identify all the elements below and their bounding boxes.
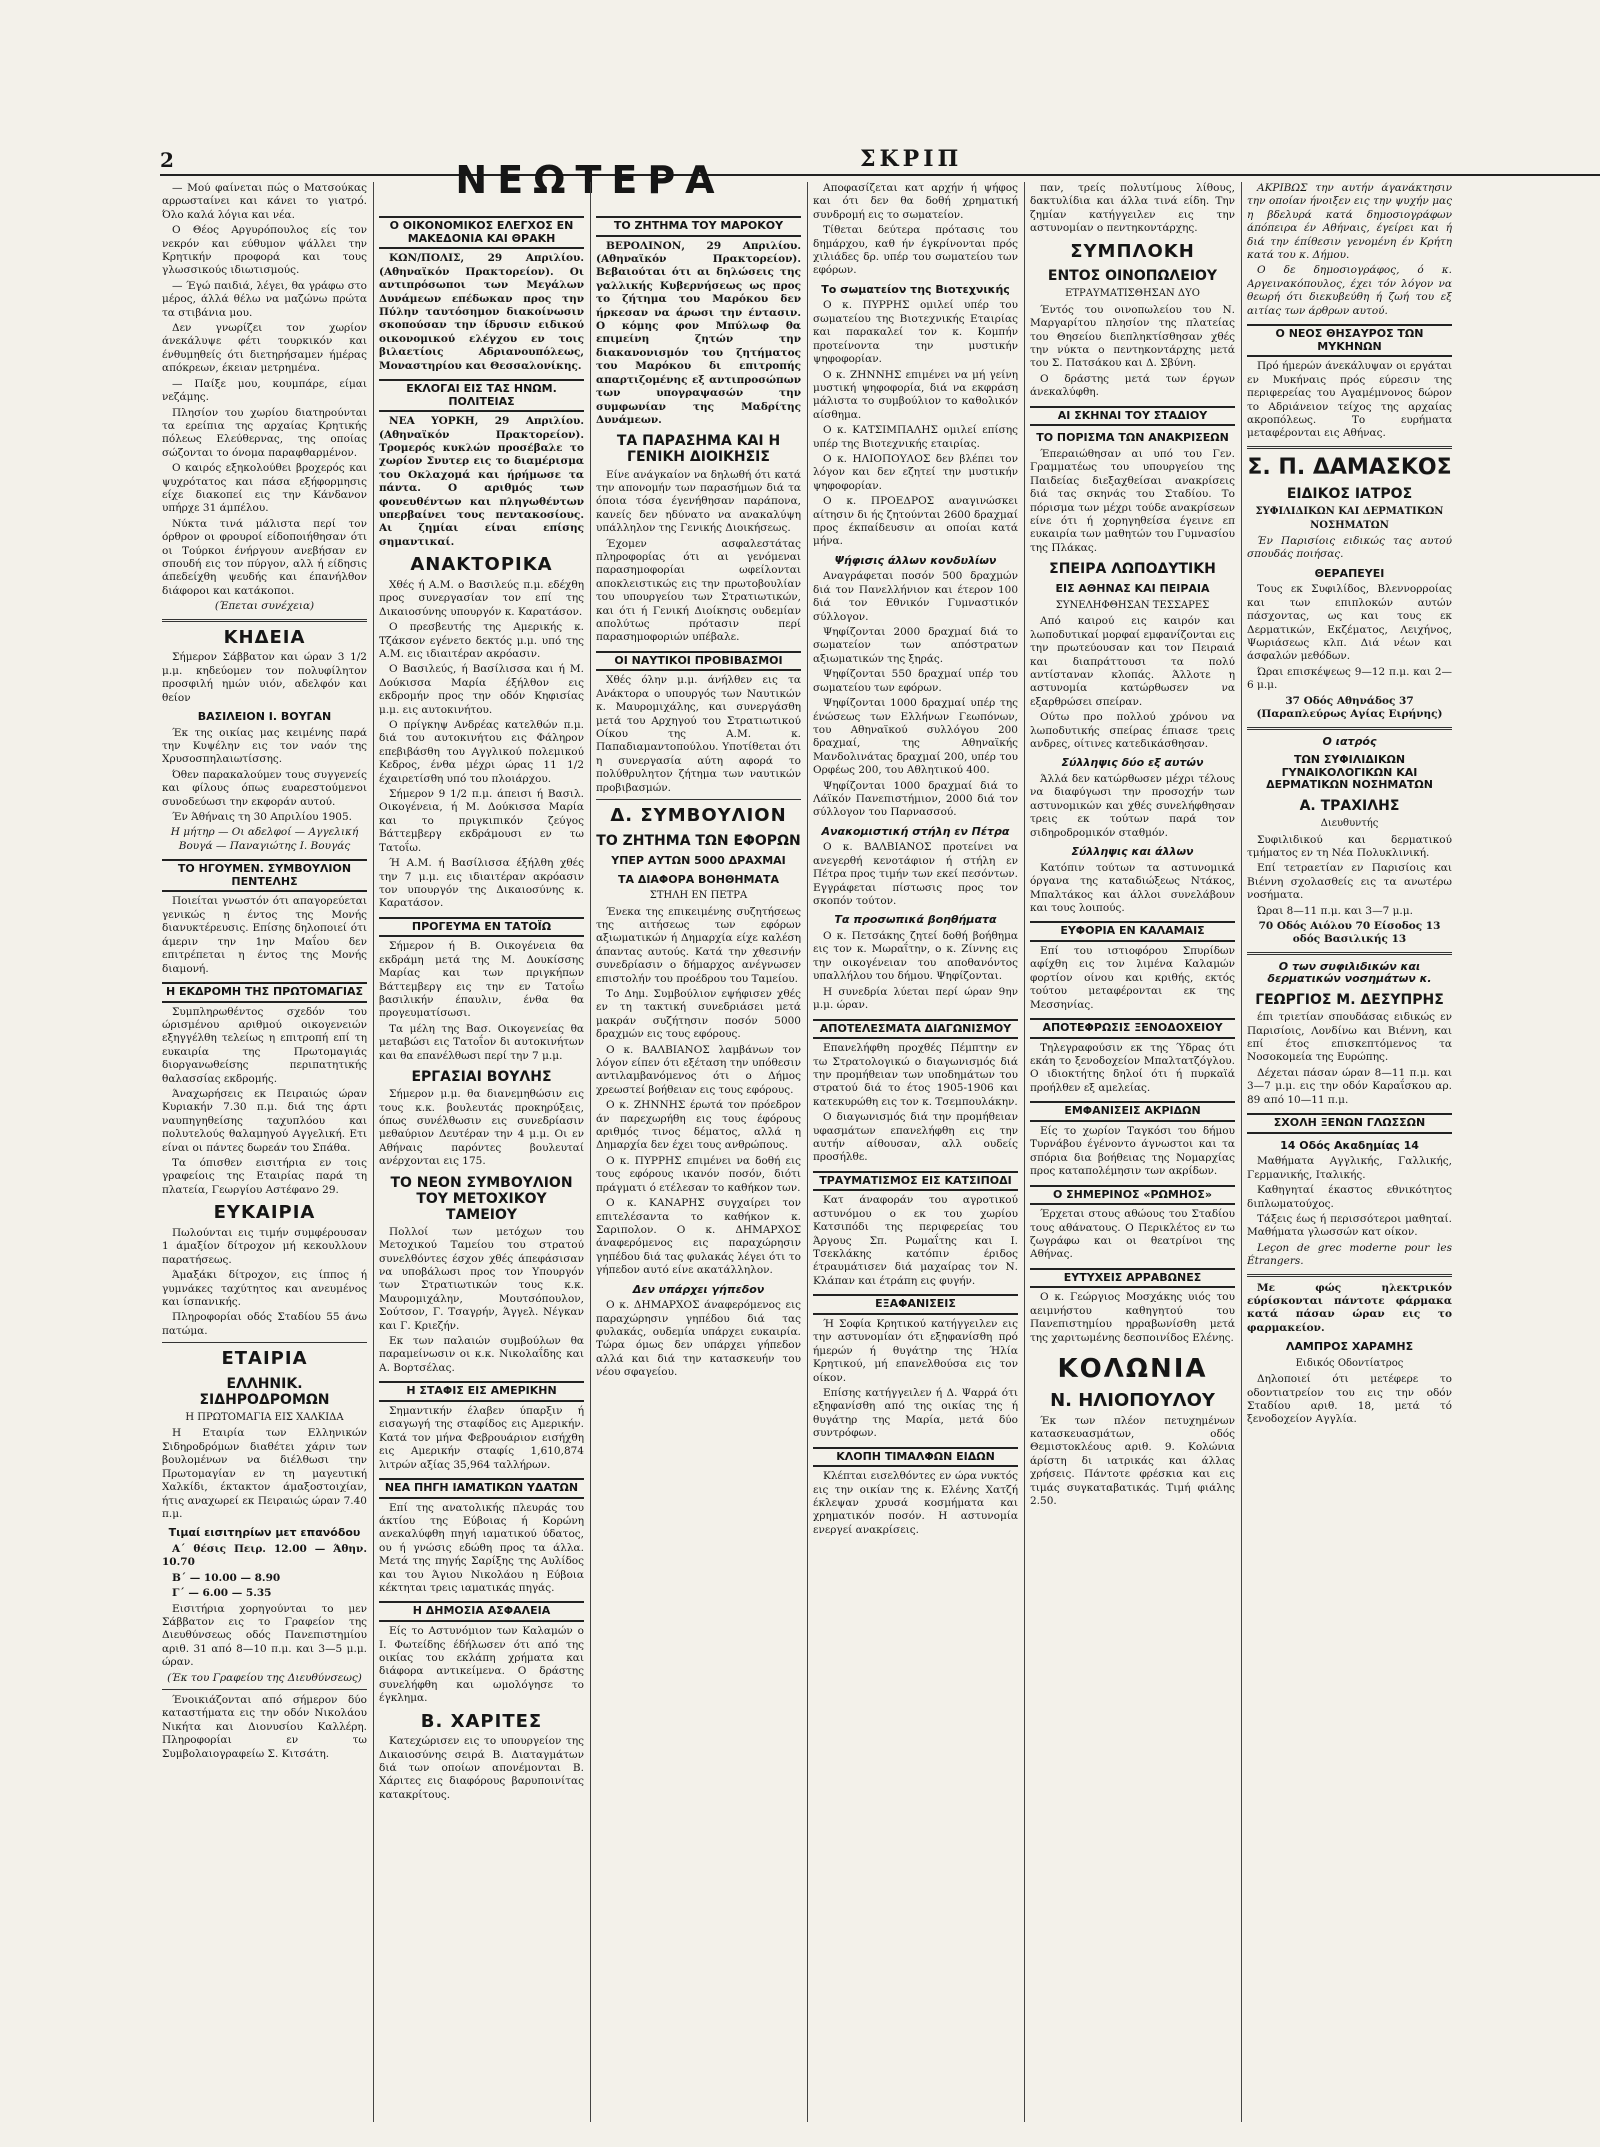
article-paragraph: Όθεν παρακαλούμεν τους συγγενείς και φίλους όπως ευαρεστούμενοι συνοδεύωσι την εκφοράν αυτού.	[162, 768, 367, 808]
paper-title: ΣΚΡΙΠ	[860, 146, 963, 172]
article-paragraph: Ο κ. ΖΗΝΝΗΣ έρωτά τον πρόεδρον άν παρεχωρήθη εις τους έφόρους αριθμός τινος δέματος, αλλά η Δημαρχία δεν έχει τους ανθρώπους.	[596, 1099, 801, 1152]
article-paragraph: Άμαξάκι δίτροχον, εις ίππος ή γυμνάκες ταχύτητος και ανευμένος και ίσπανικής.	[162, 1269, 367, 1308]
article-paragraph: Έκ της οικίας μας κειμένης παρά την Κυψέλην εις τον ναόν της Χρυσοσπηλαιωτίσσης.	[162, 726, 367, 766]
article-paragraph: Κατεχώρισεν εις το υπουργείον της Δικαιοσύνης σειρά Β. Διαταγμάτων διά των οποίων απονέμονται Β. Χάριτες εις διαφόρους βαρυποινίτας κατακρίτους.	[379, 1735, 584, 1801]
deceased-name: ΒΑΣΙΛΕΙΟΝ Ι. ΒΟΥΓΑΝ	[197, 709, 332, 723]
section-heading: ΕΜΦΑΝΙΣΕΙΣ ΑΚΡΙΔΩΝ	[1030, 1101, 1235, 1122]
column-rule	[807, 182, 808, 2122]
section-rule	[1247, 952, 1452, 955]
section-rule	[162, 1689, 367, 1690]
section-subheading: Δεν υπάρχει γήπεδον	[632, 1282, 765, 1296]
section-subheading: ΤΟ ΖΗΤΗΜΑ ΤΩΝ ΕΦΟΡΩΝ	[596, 832, 801, 849]
article-paragraph: Ο κ. ΠΡΟΕΔΡΟΣ αναγινώσκει αίτησιν δι ής ζητούνται 2600 δραχμαί προς έκπαίδευσιν αι οποίαι κατά μήνα.	[813, 495, 1018, 548]
section-heading: Η ΔΗΜΟΣΙΑ ΑΣΦΑΛΕΙΑ	[379, 1601, 584, 1622]
article-paragraph: Νύκτα τινά μάλιστα περί τον όρθρον οι φρουροί είδοποιήθησαν ότι οι Τούρκοι ένήργουν ανεβήσαν εν σπουδή εις τον πύργον, αλλ ή είδησις άπεδείχθη ψευδής και έπανήλθον διάφοροι και κατάκοποι.	[162, 517, 367, 597]
doctor-name: Α. ΤΡΑΧΙΛΗΣ	[1299, 798, 1400, 815]
dentist-name: ΛΑΜΠΡΟΣ ΧΑΡΑΜΗΣ	[1285, 1340, 1414, 1354]
section-heading: ΟΙ ΝΑΥΤΙΚΟΙ ΠΡΟΒΙΒΑΣΜΟΙ	[596, 651, 801, 672]
article-paragraph: Είς το Αστυνόμιον των Καλαμών ο Ι. Φωτείδης έδήλωσεν ότι από της οικίας του εκλάπη χρήματα και διάφορα αντικείμενα. Ο δράστης συνελήφθη και ωμολόγησε το έγκλημα.	[379, 1625, 584, 1705]
article-paragraph: Εισιτήρια χορηγούνται το μεν Σάββατον εις το Γραφείον της Διευθύνσεως οδός Πανεπιστημίου αριθ. 31 από 8—10 π.μ. και 3—5 μ.μ. ώραν.	[162, 1602, 367, 1669]
article-paragraph: Έχομεν ασφαλεστάτας πληροφορίας ότι αι γενόμεναι παρασημοφορίαι ωφείλονται αποκλειστικώς εις την πρωτοβουλίαν του υπουργείου των Στρατιωτικών, και ότι ή Γενική Διοίκησις ουδεμίαν απολύτως πρότασιν περί παρασημοφοριών υπέβαλε.	[596, 537, 801, 644]
section-heading: ΚΛΟΠΗ ΤΙΜΑΛΦΩΝ ΕΙΔΩΝ	[813, 1447, 1018, 1468]
article-paragraph: Έρχεται στους αθώους του Σταδίου τους αθάνατους. Ο Περικλέτος εν τω ζωγράφω και οι θεατρίνοι της Αθήνας.	[1030, 1208, 1235, 1261]
section-heading: ΑΝΑΚΤΟΡΙΚΑ	[410, 554, 553, 576]
section-heading: ΕΥΤΥΧΕΙΣ ΑΡΡΑΒΩΝΕΣ	[1030, 1268, 1235, 1289]
section-heading: ΣΧΟΛΗ ΞΕΝΩΝ ΓΛΩΣΣΩΝ	[1247, 1113, 1452, 1134]
fare-row: Β΄ — 10.00 — 8.90	[172, 1571, 281, 1584]
article-paragraph: Ο πρεσβευτής της Αμερικής κ. Τζάκσον εγένετο δεκτός μ.μ. υπό της Α.Μ. εις ιδιαιτέραν ακρόασιν.	[379, 621, 584, 660]
article-paragraph: παν, τρείς πολυτίμους λίθους, δακτυλίδια και άλλα τινά είδη. Την ζημίαν κατήγγειλεν εις την αστυνομίαν ο πεντηκοντάρχης.	[1030, 182, 1235, 235]
article-paragraph: Πολλοί των μετόχων του Μετοχικού Ταμείου του στρατού συνελθόντες έσχον χθές άπεφάσισαν να υποβάλωσι προς τον Υπουργόν των Στρατιωτικών τους κ.κ. Μαυρομιχάλην, Μουτσόπουλον, Σούτσον, Γ. Τσαγρήν, Άγγελ. Νέγκαν και Γ. Κριεζήν.	[379, 1225, 584, 1332]
doctor-specialty: ΤΩΝ ΣΥΦΙΛΙΔΙΚΩΝ ΓΥΝΑΙΚΟΛΟΓΙΚΩΝ ΚΑΙ ΔΕΡΜΑΤΙΚΩΝ ΝΟΣΗΜΑΤΩΝ	[1266, 753, 1433, 792]
article-paragraph: Έντός του οινοπωλείου του Ν. Μαργαρίτου πλησίον της πλατείας του Θησείου διεπληκτίσθησαν χθές την νύκτα ο πεντηκοντάρχης μετά του Σ. Πατσάκου και Δ. Σβύνη.	[1030, 303, 1235, 370]
article-paragraph: Επί του ιστιοφόρου Σπυρίδων αφίχθη εις τον λιμένα Καλαμών φορτίον οίνου και κριθής, εκτός τούτου μεταφέρονται εκ της Μεσσηνίας.	[1030, 944, 1235, 1011]
article-paragraph: Συμπληρωθέντος σχεδόν του ώρισμένου αριθμού οικογενειών εξηγγέλθη τελείως η επιτροπή επί τη ευκαιρία της Πρωτομαγιάς διοργανωθείσης περιπατητικής θαλασσίας εκδρομής.	[162, 1005, 367, 1085]
doctor-title: Διευθυντής	[1320, 818, 1379, 830]
section-heading: Δ. ΣΥΜΒΟΥΛΙΟΝ	[610, 805, 787, 827]
article-paragraph: Ο κ. ΠΥΡΡΗΣ ομιλεί υπέρ του σωματείου της Βιοτεχνικής Εταιρίας και παρακαλεί τον κ. Κομπήν προτείνοντα την μυστικήν ψηφοφορίαν.	[813, 299, 1018, 366]
article-paragraph: ΑΚΡΙΒΩΣ την αυτήν άγανάκτησιν την οποίαν ήνοιξεν εις την ψυχήν μας η βδελυρά κατά δημοσιογράφων άπόπειρα έν Αθήναις, έγείρει και ή διά την έπίθεσιν γενομένη έν Κρήτη κατά του κ. Δήμου.	[1247, 182, 1452, 262]
etairia-caption: Η ΠΡΩΤΟΜΑΓΙΑ ΕΙΣ ΧΑΛΚΙΔΑ	[185, 1412, 344, 1424]
column-rule	[590, 182, 591, 2122]
article-paragraph: Ώραι 8—11 π.μ. και 3—7 μ.μ.	[1257, 904, 1413, 917]
notice-source: (Έκ του Γραφείου της Διευθύνσεως)	[167, 1671, 362, 1684]
article-paragraph: Ποιείται γνωστόν ότι απαγορεύεται γενικώς η έντος της Μονής διανυκτέρευσις. Επίσης δηλοποιεί ότι άμεριν την 1ην Μαΐου δεν επιτρέπεται η έντος της Μονής διαμονή.	[162, 895, 367, 975]
article-paragraph: Το Δημ. Συμβούλιον εψήφισεν χθές εν τη τακτική συνεδριάσει μετά μακράν συζήτησιν ποσόν 5000 δραχμών εις τους εφόρους.	[596, 988, 801, 1041]
section-rule	[1247, 446, 1452, 449]
article-paragraph: Ο διαγωνισμός διά την προμήθειαν υφασμάτων επανελήφθη εις την αυτήν αίθουσαν, αλλ ουδείς προσήλθε.	[813, 1111, 1018, 1164]
section-heading: ΕΡΓΑΣΙΑΙ ΒΟΥΛΗΣ	[411, 1069, 552, 1086]
article-paragraph: Ο καιρός εξηκολούθει βροχερός και ψυχρότατος και πάσα εξήφορμησις είχε διακοπεί εις την Κάνδανον υπήρχε 31 άμπέλου.	[162, 462, 367, 515]
article-paragraph: Άλλά δεν κατώρθωσεν μέχρι τέλους να διαφύγωσι την προσοχήν των αστυνομικών και χθές συνελήφθησαν τρεις εκ τούτων παρά τον σιδηροδρομικόν σταθμόν.	[1030, 773, 1235, 839]
article-paragraph: Τα όπισθεν εισιτήρια εν τοις γραφείοις της Εταιρίας παρά τη πλατεία, Γεωργίου Αστέφανο 29.	[162, 1157, 367, 1196]
article-paragraph: Εκ των παλαιών συμβούλων θα παραμείνωσιν οι κ.κ. Νικολαΐδης και Α. Βορτσέλας.	[379, 1335, 584, 1374]
section-caption: ΕΤΡΑΥΜΑΤΙΣΘΗΣΑΝ ΔΥΟ	[1065, 288, 1200, 300]
section-caption: ΣΥΝΕΛΗΦΘΗΣΑΝ ΤΕΣΣΑΡΕΣ	[1055, 599, 1210, 611]
section-subheading: ΤΟ ΠΟΡΙΣΜΑ ΤΩΝ ΑΝΑΚΡΙΣΕΩΝ	[1036, 431, 1229, 445]
article-paragraph: Ψηφίζονται 550 δραχμαί υπέρ του σωματείου των εφόρων.	[813, 668, 1018, 694]
article-paragraph: Επανελήφθη προχθές Πέμπτην εν τω Στρατολογικώ ο διαγωνισμός διά την προμήθειαν των υποδημάτων του στρατού διά το έτος 1905-1906 και κατεκυρώθη εις τον κ. Τσεμπουλάκην.	[813, 1042, 1018, 1108]
doctor-address: 70 Οδός Αιόλου 70 Είσοδος 13 οδός Βασιλικής 13	[1258, 920, 1441, 946]
section-subheading: Το σωματείον της Βιοτεχνικής	[821, 282, 1010, 296]
article-paragraph: Ή Α.Μ. ή Βασίλισσα έξήλθη χθές την 7 μ.μ. εις ιδιαιτέραν ακρόασιν τον υπουργόν της Δικαιοσύνης κ. Καρατάσον.	[379, 857, 584, 910]
article-paragraph: Καθηγηταί έκαστος εθνικότητος διπλωματούχος.	[1247, 1184, 1452, 1210]
article-paragraph: Leçon de grec moderne pour les Étrangers.	[1247, 1241, 1452, 1268]
article-paragraph: Ο κ. ΗΛΙΟΠΟΥΛΟΣ δεν βλέπει τον λόγον και δεν εζητεί την μυστικήν ψηφοφορίαν.	[813, 452, 1018, 492]
article-paragraph: — Μού φαίνεται πώς ο Ματσούκας αρρωσταίνει και κάνει το γιατρό. Όλο καλά λόγια και νέα.	[162, 182, 367, 221]
section-heading: ΕΥΚΑΙΡΙΑ	[213, 1202, 316, 1224]
article-paragraph: Μαθήματα Αγγλικής, Γαλλικής, Γερμανικής, Ιταλικής.	[1247, 1155, 1452, 1181]
article-paragraph: Αποφασίζεται κατ αρχήν ή ψήφος και ότι δεν θα δοθή χρηματική συνδρομή εις το σωματείον.	[813, 182, 1018, 221]
column-6	[1247, 182, 1452, 2122]
section-heading: ΤΟ ΝΕΟΝ ΣΥΜΒΟΥΛΙΟΝ ΤΟΥ ΜΕΤΟΧΙΚΟΥ ΤΑΜΕΙΟΥ	[390, 1174, 573, 1223]
doctor-specialty: ΣΥΦΙΛΙΔΙΚΩΝ ΚΑΙ ΔΕΡΜΑΤΙΚΩΝ ΝΟΣΗΜΑΤΩΝ	[1255, 506, 1444, 531]
article-paragraph: Κατ άναφοράν του αγροτικού αστυνόμου ο εκ του χωρίου Κατσιπόδι της περιφερείας του Άργους Σπ. Ρωμαΐτης και Ι. Τσεκλάκης κατόπιν έριδος έτραυμάτισεν διά μαχαίρας τον Ν. Κλάπαν και έτράπη εις φυγήν.	[813, 1194, 1018, 1287]
article-paragraph: Τίθεται δεύτερα πρότασις του δημάρχου, καθ ήν έγκρίνονται πρός χιλιάδες δρ. υπέρ του σωματείου των εφόρων.	[813, 224, 1018, 277]
article-paragraph: Πλησίον του χωρίου διατηρούνται τα ερείπια της αρχαίας Κρητικής πόλεως Ελεύθερνας, της οποίας σώζονται το όνομα παραφθαρμένον.	[162, 406, 367, 459]
article-paragraph: Σήμερον Σάββατον και ώραν 3 1/2 μ.μ. κηδεύομεν τον πολυφίλητον προσφιλή ημών υιόν, αδελφόν και θείον	[162, 651, 367, 704]
article-paragraph: Ψηφίζονται 1000 δραχμαί διά το Λάϊκόν Πανεπιστήμιον, 2000 διά τον σύλλογον του Παρνασσού.	[813, 779, 1018, 819]
article-paragraph: Ο πρίγκηψ Ανδρέας κατελθών π.μ. διά του αυτοκινήτου εις Φάληρον επεβιβάσθη του Αγγλικού πολεμικού Κεδρος, ένθα μέχρι ώρας 11 1/2 έχαιρετίσθη υπό του πλοιάρχου.	[379, 719, 584, 785]
section-heading: ΤΡΑΥΜΑΤΙΣΜΟΣ ΕΙΣ ΚΑΤΣΙΠΟΔΙ	[813, 1171, 1018, 1192]
section-subheading: ΤΑ ΔΙΑΦΟΡΑ ΒΟΗΘΗΜΑΤΑ	[617, 872, 780, 886]
article-paragraph: Ένεκα της επικειμένης συζητήσεως της αιτήσεως των εφόρων αξιωματικών ή Δημαρχία είχε καλέση άπαντας αυτούς. Κατά την χθεσινήν συνεδρίασιν ο δήμαρχος ανέγνωσεν επιστολήν του προέδρου του Ταμείου.	[596, 905, 801, 985]
article-paragraph: — Έγώ παιδιά, λέγει, θα γράφω στο μέρος, άλλά θέλω να μαζώνω πρώτα τα στιβάνια μου.	[162, 279, 367, 319]
article-paragraph: Επίσης κατήγγειλεν ή Δ. Ψαρρά ότι εξηφανίσθη από της οικίας της ή θυγάτηρ της Μαρία, μετά δύο συντρόφων.	[813, 1386, 1018, 1440]
section-heading: ΑΙ ΣΚΗΝΑΙ ΤΟΥ ΣΤΑΔΙΟΥ	[1030, 406, 1235, 427]
doctor-name: Σ. Π. ΔΑΜΑΣΚΟΣ	[1247, 454, 1452, 480]
doctor-address: 37 Οδός Αθηνάδος 37 (Παραπλεύρως Αγίας Ειρήνης)	[1256, 694, 1443, 721]
article-paragraph: Είς το χωρίον Ταγκόσι του δήμου Τυρνάβου έγένοντο άγνωστοι και τα σπόρια δια βοήθειας της Νομαρχίας προς καταπολέμησιν των ακρίδων.	[1030, 1124, 1235, 1178]
section-subheading: Τα προσωπικά βοηθήματα	[834, 913, 997, 927]
section-heading: ΑΠΟΤΕΛΕΣΜΑΤΑ ΔΙΑΓΩΝΙΣΜΟΥ	[813, 1019, 1018, 1040]
article-paragraph: Ώραι επισκέψεως 9—12 π.μ. και 2—6 μ.μ.	[1247, 665, 1452, 692]
notice-signatories: Η μήτηρ — Οι αδελφοί — Αγγελική Βουγά — Παναγιώτης Ι. Βουγάς	[170, 826, 359, 852]
article-paragraph: Η συνεδρία λύεται περί ώραν 9ην μ.μ. ώραν.	[813, 985, 1018, 1012]
kideia-heading: ΚΗΔΕΙΑ	[223, 626, 306, 648]
section-rule	[162, 1342, 367, 1343]
article-paragraph: Σήμερον 9 1/2 π.μ. άπεισι ή Βασιλ. Οικογένεια, ή Μ. Δούκισσα Μαρία και το πριγκιπικόν ζεύγος Βάττεμβεργ εκδράμουσι εν τω Τατοΐω.	[379, 788, 584, 854]
section-subheading: ΘΕΡΑΠΕΥΕΙ	[1314, 566, 1385, 580]
article-paragraph: Ο Βασιλεύς, ή Βασίλισσα και ή Μ. Δούκισσα Μαρία έξήλθον εις εκδρομήν προς την οδόν Κηφισίας μ.μ. εις αυτοκινήτου.	[379, 663, 584, 716]
section-heading: ΕΞΑΦΑΝΙΣΕΙΣ	[813, 1294, 1018, 1315]
article-paragraph: Ο δράστης μετά των έργων άνεκαλύφθη.	[1030, 372, 1235, 399]
section-subheading: Σύλληψις και άλλων	[1071, 845, 1194, 859]
article-paragraph: Τάξεις έως ή περισσότεροι μαθηταί. Μαθήματα γλωσσών κατ οίκον.	[1247, 1212, 1452, 1239]
article-paragraph: Πωλούνται εις τιμήν συμφέρουσαν 1 άμαξίον δίτροχον μή κεκουλλουν παρατήσεως.	[162, 1226, 367, 1266]
article-paragraph: Δέχεται πάσαν ώραν 8—11 π.μ. και 3—7 μ.μ. εις την οδόν Καραΐσκου αρ. 89 από 10—11 π.μ.	[1247, 1066, 1452, 1106]
section-heading: Η ΣΤΑΦΙΣ ΕΙΣ ΑΜΕΡΙΚΗΝ	[379, 1381, 584, 1402]
section-rule	[596, 799, 801, 800]
article-paragraph: Έπεραιώθησαν αι υπό του Γεν. Γραμματέως του υπουργείου της Παιδείας διεξαχθείσαι ανακρίσεις διά τας σκηνάς του Σταδίου. Το πόρισμα των μέχρι τούδε ανακρίσεων είνε ότι ή χορηγηθείσα έγεινε επ ευκαιρία των μαθητών του Γυμνασίου της Πλάκας.	[1030, 447, 1235, 554]
continued-note: (Έπεται συνέχεια)	[214, 600, 315, 613]
page-number: 2	[160, 148, 174, 172]
article-paragraph: Δεν γνωρίζει τον χωρίον άνεκάλυψε φέτι τουρκικόν και ένθυμηθείς ότι διετηρήσαμεν ήμέρας απόκρεων, έκειαν μετρημένα.	[162, 322, 367, 375]
school-address: 14 Οδός Ακαδημίας 14	[1280, 1138, 1419, 1152]
article-paragraph: Ένοικιάζονται από σήμερον δύο καταστήματα εις την οδόν Νικολάου Νικήτα και Διονυσίου Καλλέρη. Πληροφορίαι εν τω Συμβολαιογραφείω Σ. Κιτσάτη.	[162, 1694, 367, 1760]
article-paragraph: Χθές ή Α.Μ. ο Βασιλεύς π.μ. εδέχθη προς συνεργασίαν τον επί της Δικαιοσύνης υπουργόν κ. Καρατάσον.	[379, 578, 584, 618]
article-paragraph: Ο κ. ΚΑΝΑΡΗΣ συγχαίρει τον επιτελέσαντα το καθήκον κ. Σαριπολον. Ο κ. ΔΗΜΑΡΧΟΣ άναφερόμενος εις παραχώρησιν γηπέδου διά τας φυλακάς λέγει ότι το γήπεδον αυτό είνε ακατάλληλον.	[596, 1197, 801, 1277]
article-paragraph: Η Εταιρία των Ελληνικών Σιδηροδρόμων διαθέτει χάριν των βουλομένων να διέλθωσι την Πρωτομαγίαν εν τη μαγευτική Χαλκίδι, έκτακτον άμαξοστοιχίαν, ήτις αναχωρεί εκ Πειραιώς ώραν 7.40 π.μ.	[162, 1427, 367, 1520]
section-subheading: ΥΠΕΡ ΑΥΤΩΝ 5000 ΔΡΑΧΜΑΙ	[611, 853, 786, 867]
article-paragraph: Σήμερον μ.μ. θα διανεμηθώσιν εις τους κ.κ. βουλευτάς προκηρύξεις, όπως συνέλθωσιν εις συνεδρίασιν μεθαύριον Δευτέραν την 4 μ.μ. Οι εν Αθήναις παρόντες βουλευταί ανέρχονται εις 175.	[379, 1088, 584, 1168]
column-rule	[1024, 182, 1025, 2122]
article-paragraph: Ο δε δημοσιογράφος, ό κ. Αργεινακόπουλος, έχει τόν λόγον να θεωρή ότι διεκυβεύθη ή ζωή του εξ αιτίας των άρθρων αυτού.	[1247, 264, 1452, 317]
section-heading: ΤΑ ΠΑΡΑΣΗΜΑ ΚΑΙ Η ΓΕΝΙΚΗ ΔΙΟΙΚΗΣΙΣ	[616, 433, 781, 466]
section-heading: ΑΠΟΤΕΦΡΩΣΙΣ ΞΕΝΟΔΟΧΕΙΟΥ	[1030, 1018, 1235, 1039]
column-2	[379, 210, 584, 2122]
kolonia-ad-heading: ΚΟΛΩΝΙΑ	[1057, 1354, 1208, 1385]
fare-row: Α΄ θέσις Πειρ. 12.00 — Άθην. 10.70	[162, 1542, 367, 1569]
section-caption: ΣΤΗΛΗ ΕΝ ΠΕΤΡΑ	[649, 890, 748, 902]
section-heading: ΣΥΜΠΛΟΚΗ	[1070, 240, 1195, 262]
neotera-banner: ΝΕΩΤΕΡΑ	[455, 158, 725, 202]
section-heading: ΕΚΛΟΓΑΙ ΕΙΣ ΤΑΣ ΗΝΩΜ. ΠΟΛΙΤΕΙΑΣ	[379, 379, 584, 412]
article-paragraph: Ο κ. ΖΗΝΝΗΣ επιμένει να μή γείνη μυστική ψηφοφορία, διά να εκφράση μάλιστα το συμβούλιον το καθολικόν αίσθημα.	[813, 368, 1018, 421]
article-paragraph: Αναγράφεται ποσόν 500 δραχμών διά τον Πανελλήνιον και έτερον 100 διά τον Εθνικόν Γυμναστικόν σύλλογον.	[813, 570, 1018, 623]
dentist-title: Ειδικός Οδοντίατρος	[1295, 1357, 1404, 1369]
column-5	[1030, 182, 1235, 2122]
article-paragraph: ΒΕΡΟΛΙΝΟΝ, 29 Απριλίου. (Αθηναϊκόν Πρακτορείον). Βεβαιούται ότι αι δηλώσεις της γαλλικής Κυβερνήσεως ως προς το ζήτημα του Μαρόκου δεν ήρκεσαν να άρωσι την έντασιν. Ο κόμης φον Μπύλωφ θα επιμείνη ζητών την διακανονισμόν του ζητήματος του Μαρόκου δι επιτροπής απαρτιζομένης εξ αντιπροσώπων των υπογραψασών την συμφωνίαν της Μαδρίτης Δυνάμεων.	[596, 239, 801, 426]
section-subheading: ΕΝΤΟΣ ΟΙΝΟΠΩΛΕΙΟΥ	[1047, 268, 1218, 285]
section-heading: Η ΕΚΔΡΟΜΗ ΤΗΣ ΠΡΩΤΟΜΑΓΙΑΣ	[162, 982, 367, 1003]
article-paragraph: Ψηφίζονται 1000 δραχμαί υπέρ της ένώσεως των Ελλήνων Γεωπόνων, του Αθηναϊκού συλλόγου 200 δραχμαί, της Αθηναϊκής Μανδολινάτας δραχμαί 200, υπέρ του Ορφέως 200, του Αθλητικού 400.	[813, 697, 1018, 777]
article-paragraph: Με φώς ηλεκτρικόν εύρίσκονται πάντοτε φάρμακα κατά πάσαν ώραν εις το φαρμακείον.	[1247, 1281, 1452, 1334]
article-paragraph: Ο κ. ΠΥΡΡΗΣ επιμένει να δοθή εις τους εφόρους ικανόν ποσόν, διότι πράγματι ό ετέλεσαν το καθήκον των.	[596, 1154, 801, 1194]
article-paragraph: Τους εκ Συφιλίδος, Βλεννορροίας και των επιπλοκών αυτών πάσχοντας, ως και τους εκ Δερματικών, Εκζέματος, Λειχήνος, Ψωριάσεως κλπ. Διά νέων και άσφαλών μεθόδων.	[1247, 583, 1452, 663]
article-paragraph: Έκ των πλέον πετυχημένων κατασκευασμάτων, οδός Θεμιστοκλέους αριθ. 9. Κολώνια άρίστη δι ιατρικάς και άλλας χρήσεις. Πάντοτε φρέσκια και εις τιμάς συγκαταβατικάς. Τιμή φιάλης 2.50.	[1030, 1414, 1235, 1508]
etairia-subheading: ΕΛΛΗΝΙΚ. ΣΙΔΗΡΟΔΡΟΜΩΝ	[199, 1375, 330, 1408]
section-subheading: Ανακομιστική στήλη εν Πέτρα	[821, 824, 1010, 838]
section-rule	[1247, 1274, 1452, 1277]
section-subheading: Σύλληψις δύο εξ αυτών	[1061, 756, 1204, 770]
article-paragraph: Ο κ. Πετσάκης ζητεί δοθή βοήθημα εις τον κ. Μωραΐτην, ο κ. Ζίννης εις την οικογένειαν του αποθανόντος υπαλλήλου του δήμου. Ψηφίζονται.	[813, 930, 1018, 983]
article-paragraph: Επί της ανατολικής πλευράς του άκτίου της Εύβοιας ή Κορώνη ανεκαλύφθη πηγή ιαματικού ύδατος, ου ή γνώσις εδώθη προς τα άλλα. Μετά της πηγής Σαρίξης της Αυλίδος και του Άγιου Νικολάου η Εύβοια κέκτηται τρεις ιαματικάς πηγάς.	[379, 1501, 584, 1595]
section-heading: ΕΥΦΟΡΙΑ ΕΝ ΚΑΛΑΜΑΙΣ	[1030, 921, 1235, 942]
article-paragraph: Από καιρού εις καιρόν και λωποδυτικαί μορφαί εμφανίζονται εις την πρωτεύουσαν και τον Πειραιά και διαπράττουσι τα πολύ αντίσταναν κλοπάς. Άλλοτε η αστυνομία κατώρθωσεν να εξαρθρώσει σπείραν.	[1030, 615, 1235, 708]
article-paragraph: Έν Παρισίοις ειδικώς τας αυτού σπουδάς ποιήσας.	[1247, 534, 1452, 561]
article-paragraph: Τα μέλη της Βασ. Οικογενείας θα μεταβώσι εις Τατοΐον δι αυτοκινήτων και θα επανέλθωσι περί την 7 μ.μ.	[379, 1022, 584, 1062]
section-heading: Β. ΧΑΡΙΤΕΣ	[420, 1710, 543, 1732]
section-rule	[1247, 727, 1452, 730]
doctor-name: ΓΕΩΡΓΙΟΣ Μ. ΔΕΣΥΠΡΗΣ	[1255, 992, 1444, 1009]
article-paragraph: Συφιλιδικού και δερματικού τμήματος εν τη Νέα Πολυκλινική.	[1247, 833, 1452, 859]
column-rule	[1241, 182, 1242, 2122]
article-paragraph: Σημαντικήν έλαβεν ύπαρξιν ή εισαγωγή της σταφίδος εις Αμερικήν. Κατά τον μήνα Φεβρουάριον εισήχθη εις Αμερικήν σταφίς 1,610,874 λιτρών αξίας 35,964 ταλλήρων.	[379, 1404, 584, 1471]
etairia-heading: ΕΤΑΙΡΙΑ	[221, 1348, 308, 1370]
article-paragraph: Δηλοποιεί ότι μετέφερε το οδοντιατρείον του εις την οδόν Σταδίου αριθ. 18, μετά τό ξενοδοχείον Αγγλία.	[1247, 1373, 1452, 1426]
article-paragraph: Κλέπται εισελθόντες εν ώρα νυκτός εις την οικίαν της κ. Ελένης Χατζή έκλεψαν χρυσά κοσμήματα και χρηματικόν ποσόν. Η αστυνομία ενεργεί ανακρίσεις.	[813, 1470, 1018, 1536]
doctor-intro: Ο των συφιλιδικών και δερματικών νοσημάτων κ.	[1267, 959, 1432, 986]
section-heading: ΤΟ ΖΗΤΗΜΑ ΤΟΥ ΜΑΡΟΚΟΥ	[596, 216, 801, 237]
masthead	[160, 148, 1600, 170]
article-paragraph: Ψηφίζονται 2000 δραχμαί διά το σωματείον των απόστρατων αξιωματικών της ξηράς.	[813, 626, 1018, 665]
article-paragraph: Ο Θέος Αργυρόπουλος είς τον νεκρόν και εύθυμον ψάλλει την Κρητικήν προφορά και τους γλωσσικούς ιδιωτισμούς.	[162, 224, 367, 277]
section-heading: ΠΡΟΓΕΥΜΑ ΕΝ ΤΑΤΟΪΩ	[379, 917, 584, 938]
article-paragraph: έπι τριετίαν σπουδάσας ειδικώς εν Παρισίοις, Λονδίνω και Βιέννη, και επί έτος επισκεπτόμενος τα Νοσοκομεία της Ευρώπης.	[1247, 1011, 1452, 1064]
fares-heading: Τιμαί εισιτηρίων μετ επανόδου	[168, 1526, 361, 1540]
article-paragraph: Σήμερον ή Β. Οικογένεια θα εκδράμη μετά της Μ. Δουκίσσης Μαρίας και των πριγκήπων Βάττεμβεργ εις την εν Τατοΐω βασιλικήν έπαυλιν, ένθα θα προγευματίσωσι.	[379, 940, 584, 1020]
notice-date: Έν Άθήναις τη 30 Απριλίου 1905.	[172, 810, 352, 823]
article-paragraph: Ο κ. ΔΗΜΑΡΧΟΣ άναφερόμενος εις παραχώρησιν γηπέδου διά τας φυλακάς, ουδεμία υπάρχει ευκαιρία. Τώρα όμως δεν υπάρχει γήπεδον αλλά και διά την κατασκευήν του νέου σφαγείου.	[596, 1299, 801, 1379]
section-subheading: Ψήφισις άλλων κονδυλίων	[834, 553, 997, 567]
kolonia-ad-brand: Ν. ΗΛΙΟΠΟΥΛΟΥ	[1050, 1389, 1215, 1411]
article-paragraph: Ούτω προ πολλού χρόνου να λωποδυτικής σπείρας έπιασε τρεις ανδρες, οίτινες κατεδικάσθησαν.	[1030, 711, 1235, 750]
article-paragraph: Είνε ανάγκαίον να δηλωθή ότι κατά την απονομήν των παρασήμων διά τα όποια τόσα έγενήθησαν παράπονα, κανείς δεν ηδύνατο να ανακαλύψη υπάλληλον της Γενικής Διοικήσεως.	[596, 468, 801, 535]
column-3	[596, 210, 801, 2122]
section-heading: ΣΠΕΙΡΑ ΛΩΠΟΔΥΤΙΚΗ	[1049, 561, 1216, 578]
column-4	[813, 182, 1018, 2122]
article-paragraph: Κατόπιν τούτων τα αστυνομικά όργανα της καταδιώξεως Ντάκος, Μπαλτάκος και άλλοι συνελάβουν και τους λοιπούς.	[1030, 861, 1235, 914]
article-paragraph: — Παίξε μου, κουμπάρε, είμαι νεζάμης.	[162, 377, 367, 404]
doctor-intro: Ο ιατρός	[1322, 734, 1377, 748]
doctor-title: ΕΙΔΙΚΟΣ ΙΑΤΡΟΣ	[1286, 486, 1413, 503]
column-rule	[373, 182, 374, 2122]
section-subheading: ΕΙΣ ΑΘΗΝΑΣ ΚΑΙ ΠΕΙΡΑΙΑ	[1055, 582, 1210, 596]
article-paragraph: Επί τετραετίαν εν Παρισίοις και Βιέννη σχολασθείς εις τα ανωτέρω νοσήματα.	[1247, 862, 1452, 902]
article-paragraph: ΚΩΝ/ΠΟΛΙΣ, 29 Απριλίου. (Αθηναϊκόν Πρακτορείον). Οι αντιπρόσωποι των Μεγάλων Δυνάμεων επέδωκαν προς την Πύλην ταυτόσημον διακοίνωσιν σκοπούσαν την ίδρυσιν ειδικού οικονομικού ελέγχου εν τοις βιλαετίοις Αδριανουπόλεως, Μοναστηρίου και Θεσσαλονίκης.	[379, 252, 584, 372]
section-rule	[162, 619, 367, 622]
article-paragraph: Ο κ. ΒΑΛΒΙΑΝΟΣ λαμβάνων τον λόγον είπεν ότι εξέταση την υπόθεσιν αντιλαμβανόμενος ότι ο Δήμος χρεωστεί βοήθειαν εις τους εφόρους.	[596, 1043, 801, 1096]
article-paragraph: Ή Σοφία Κρητικού κατήγγειλεν εις την αστυνομίαν ότι εξηφανίσθη πρό ήμερών ή θυγάτηρ της Ήλία Κρητικού, μή επανελθούσα εις τον οίκον.	[813, 1317, 1018, 1384]
article-paragraph: Ο κ. ΒΑΛΒΙΑΝΟΣ προτείνει να ανεγερθή κενοτάφιον ή στήλη εν Πέτρα προς τιμήν των εκεί πεσόντων. Εγγράφεται πίστωσις προς τον σκοπόν τούτον.	[813, 841, 1018, 908]
article-paragraph: Τηλεγραφούσιν εκ της Ύδρας ότι εκάη το ξενοδοχείον Μπαλτατζόγλου. Ο ιδιοκτήτης δηλοί ότι ή πυρκαϊά προήλθεν εξ αμελείας.	[1030, 1041, 1235, 1094]
masthead-rule	[160, 174, 1600, 176]
section-heading: ΤΟ ΗΓΟΥΜΕΝ. ΣΥΜΒΟΥΛΙΟΝ ΠΕΝΤΕΛΗΣ	[162, 859, 367, 892]
column-1	[162, 182, 367, 2122]
section-heading: Ο ΣΗΜΕΡΙΝΟΣ «ΡΩΜΗΟΣ»	[1030, 1185, 1235, 1206]
article-paragraph: Ο κ. ΚΑΤΣΙΜΠΑΛΗΣ ομιλεί επίσης υπέρ της Βιοτεχνικής εταιρίας.	[813, 424, 1018, 450]
section-heading: ΝΕΑ ΠΗΓΗ ΙΑΜΑΤΙΚΩΝ ΥΔΑΤΩΝ	[379, 1478, 584, 1499]
article-paragraph: Άναχωρήσεις εκ Πειραιώς ώραν Κυριακήν 7.30 π.μ. διά της άρτι ναυπηγηθείσης ταχυπλόου και πολυτελούς θαλαμηγού Αγγελική. Ετι είναι οι πάντες δωρεάν του Σπάθα.	[162, 1088, 367, 1154]
article-paragraph: ΝΕΑ ΥΟΡΚΗ, 29 Απριλίου. (Αθηναϊκόν Πρακτορείον). Τρομερός κυκλών προσέβαλε το χωρίον Σνυτερ εις το διαμέρισμα του Οκλαχομά και ήρήμωσε τα πάντα. Ο αριθμός των φονευθέντων και πληγωθέντων υπερβαίνει τους πεντακοσίους. Αι ζημίαι είναι επίσης σημαντικαί.	[379, 415, 584, 548]
fare-row: Γ΄ — 6.00 — 5.35	[172, 1587, 272, 1600]
article-paragraph: Χθές όλην μ.μ. άνήλθεν εις τα Ανάκτορα ο υπουργός των Ναυτικών κ. Μαυρομιχάλης, και συνεργάσθη μετά του Αρχηγού του Στρατιωτικού Οίκου της Α.Μ. κ. Παπαδιαμαντοπούλου. Υποτίθεται ότι η συνεργασία αύτη αφορά το πολύθρυλητον ζήτημα των ναυτικών προβιβασμών.	[596, 674, 801, 794]
article-paragraph: Πληροφορίαι οδός Σταδίου 55 άνω πατώμα.	[162, 1311, 367, 1337]
article-paragraph: Πρό ήμερών άνεκάλυψαν οι εργάται εν Μυκήναις πρός εύρεσιν της περιφερείας του Αγαμέμνονος δώρον το Αδριάνειον τείχος της αρχαίας ακροπόλεως. Το ευρήματα μεταφέρονται εις Αθήνας.	[1247, 360, 1452, 440]
section-heading: Ο ΟΙΚΟΝΟΜΙΚΟΣ ΕΛΕΓΧΟΣ ΕΝ ΜΑΚΕΔΟΝΙΑ ΚΑΙ ΘΡΑΚΗ	[379, 216, 584, 249]
section-heading: Ο ΝΕΟΣ ΘΗΣΑΥΡΟΣ ΤΩΝ ΜΥΚΗΝΩΝ	[1247, 324, 1452, 357]
article-paragraph: Ο κ. Γεώργιος Μοσχάκης υιός του αειμνήστου καθηγητού του Πανεπιστημίου ηρραβωνίσθη μετά της χαριτωμένης δεσποινίδος Ελένης.	[1030, 1291, 1235, 1344]
